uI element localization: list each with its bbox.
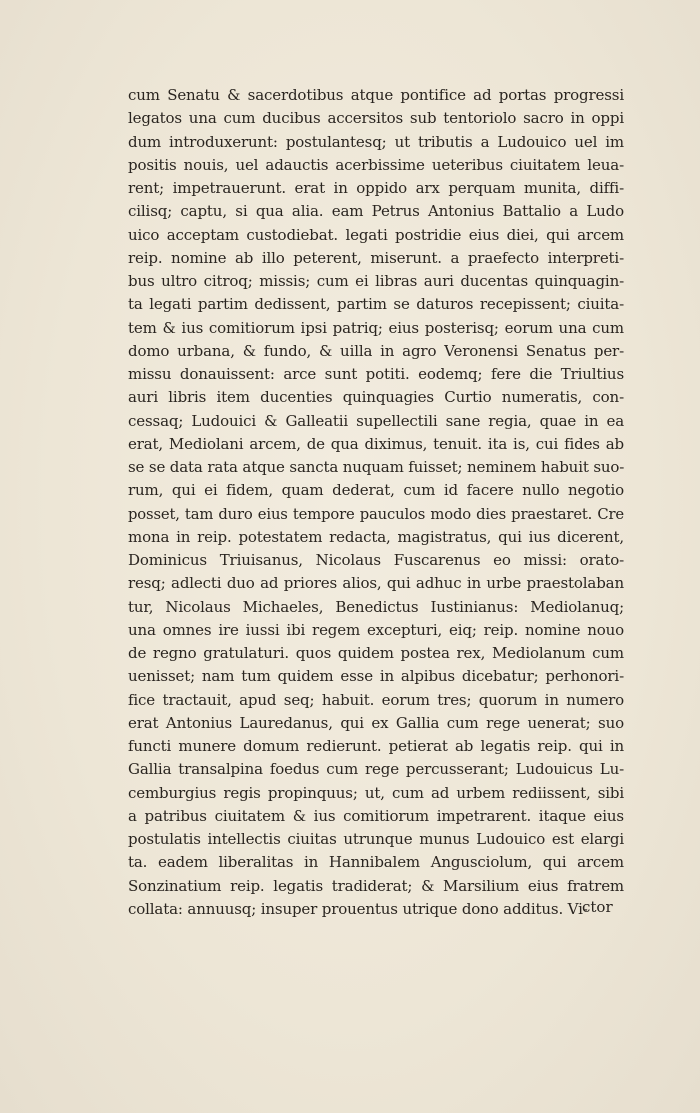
text-line: functi munere domum redierunt. petierat ab legatis reip. qui in (128, 737, 624, 755)
text-block (128, 84, 624, 921)
text-line: collata: annuusq; insuper prouentus utrique dono additus. Vi- (128, 899, 588, 918)
text-line: cemburgius regis propinquus; ut, cum ad urbem rediissent, sibi (128, 783, 624, 802)
text-line: tur, Nicolaus Michaeles, Benedictus Iustinianus: Mediolanuq; (128, 597, 624, 616)
text-line: domo urbana, & fundo, & uilla in agro Veronensi Senatus per- (128, 341, 624, 360)
text-line: se se data rata atque sancta nuquam fuisset; neminem habuit suo- (128, 458, 624, 476)
text-line: uenisset; nam tum quidem esse in alpibus dicebatur; perhonori- (128, 667, 624, 686)
text-line: Gallia transalpina foedus cum rege percusserant; Ludouicus Lu- (128, 760, 624, 779)
text-line: legatos una cum ducibus accersitos sub tentoriolo sacro in oppi (128, 109, 624, 128)
text-line: rum, qui ei fidem, quam dederat, cum id facere nullo negotio (128, 481, 624, 500)
text-line: missu donauissent: arce sunt potiti. eodemq; fere die Triultius (128, 365, 624, 383)
text-line: erat Antonius Lauredanus, qui ex Gallia cum rege uenerat; suo (128, 713, 624, 732)
text-line: fice tractauit, apud seq; habuit. eorum tres; quorum in numero (128, 690, 624, 709)
text-line: tem & ius comitiorum ipsi patriq; eius posterisq; eorum una cum (128, 318, 624, 337)
text-line: postulatis intellectis ciuitas utrunque munus Ludouico est elargi (128, 830, 624, 848)
text-line: bus ultro citroq; missis; cum ei libras auri ducentas quinquagin- (128, 272, 624, 290)
text-line: cessaq; Ludouici & Galleatii supellectili sane regia, quae in ea (128, 411, 624, 430)
text-line: resq; adlecti duo ad priores alios, qui adhuc in urbe praestolaban (128, 574, 624, 593)
catchword: ctor (582, 898, 613, 916)
text-line: dum introduxerunt: postulantesq; ut tributis a Ludouico uel im (128, 132, 624, 151)
text-line: una omnes ire iussi ibi regem excepturi, eiq; reip. nomine nouo (128, 620, 624, 639)
text-line: ta legati partim dedissent, partim se daturos recepissent; ciuita- (128, 295, 624, 314)
text-line: mona in reip. potestatem redacta, magistratus, qui ius dicerent, (128, 527, 624, 546)
text-line: auri libris item ducenties quinquagies Curtio numeratis, con- (128, 388, 624, 407)
text-line: erat, Mediolani arcem, de qua diximus, tenuit. ita is, cui fides ab (128, 434, 624, 453)
text-line: Dominicus Triuisanus, Nicolaus Fuscarenus eo missi: orato- (128, 551, 624, 569)
text-line: Sonzinatium reip. legatis tradiderat; & Marsilium eius fratrem (128, 876, 624, 895)
text-line: cum Senatu & sacerdotibus atque pontifice ad portas progressi (128, 86, 624, 104)
text-line: posset, tam duro eius tempore pauculos modo dies praestaret. Cre (128, 505, 624, 523)
text-line: uico acceptam custodiebat. legati postridie eius diei, qui arcem (128, 225, 624, 244)
text-line: rent; impetrauerunt. erat in oppido arx perquam munita, diffi- (128, 179, 624, 197)
text-line: de regno gratulaturi. quos quidem postea rex, Mediolanum cum (128, 644, 624, 662)
text-line: positis nouis, uel adauctis acerbissime ueteribus ciuitatem leua- (128, 155, 624, 174)
text-line: ta. eadem liberalitas in Hannibalem Angusciolum, qui arcem (128, 853, 624, 872)
text-line: reip. nomine ab illo peterent, miserunt. a praefecto interpreti- (128, 248, 624, 267)
text-line: cilisq; captu, si qua alia. eam Petrus Antonius Battalio a Ludo (128, 202, 624, 221)
text-line: a patribus ciuitatem & ius comitiorum impetrarent. itaque eius (128, 806, 624, 825)
